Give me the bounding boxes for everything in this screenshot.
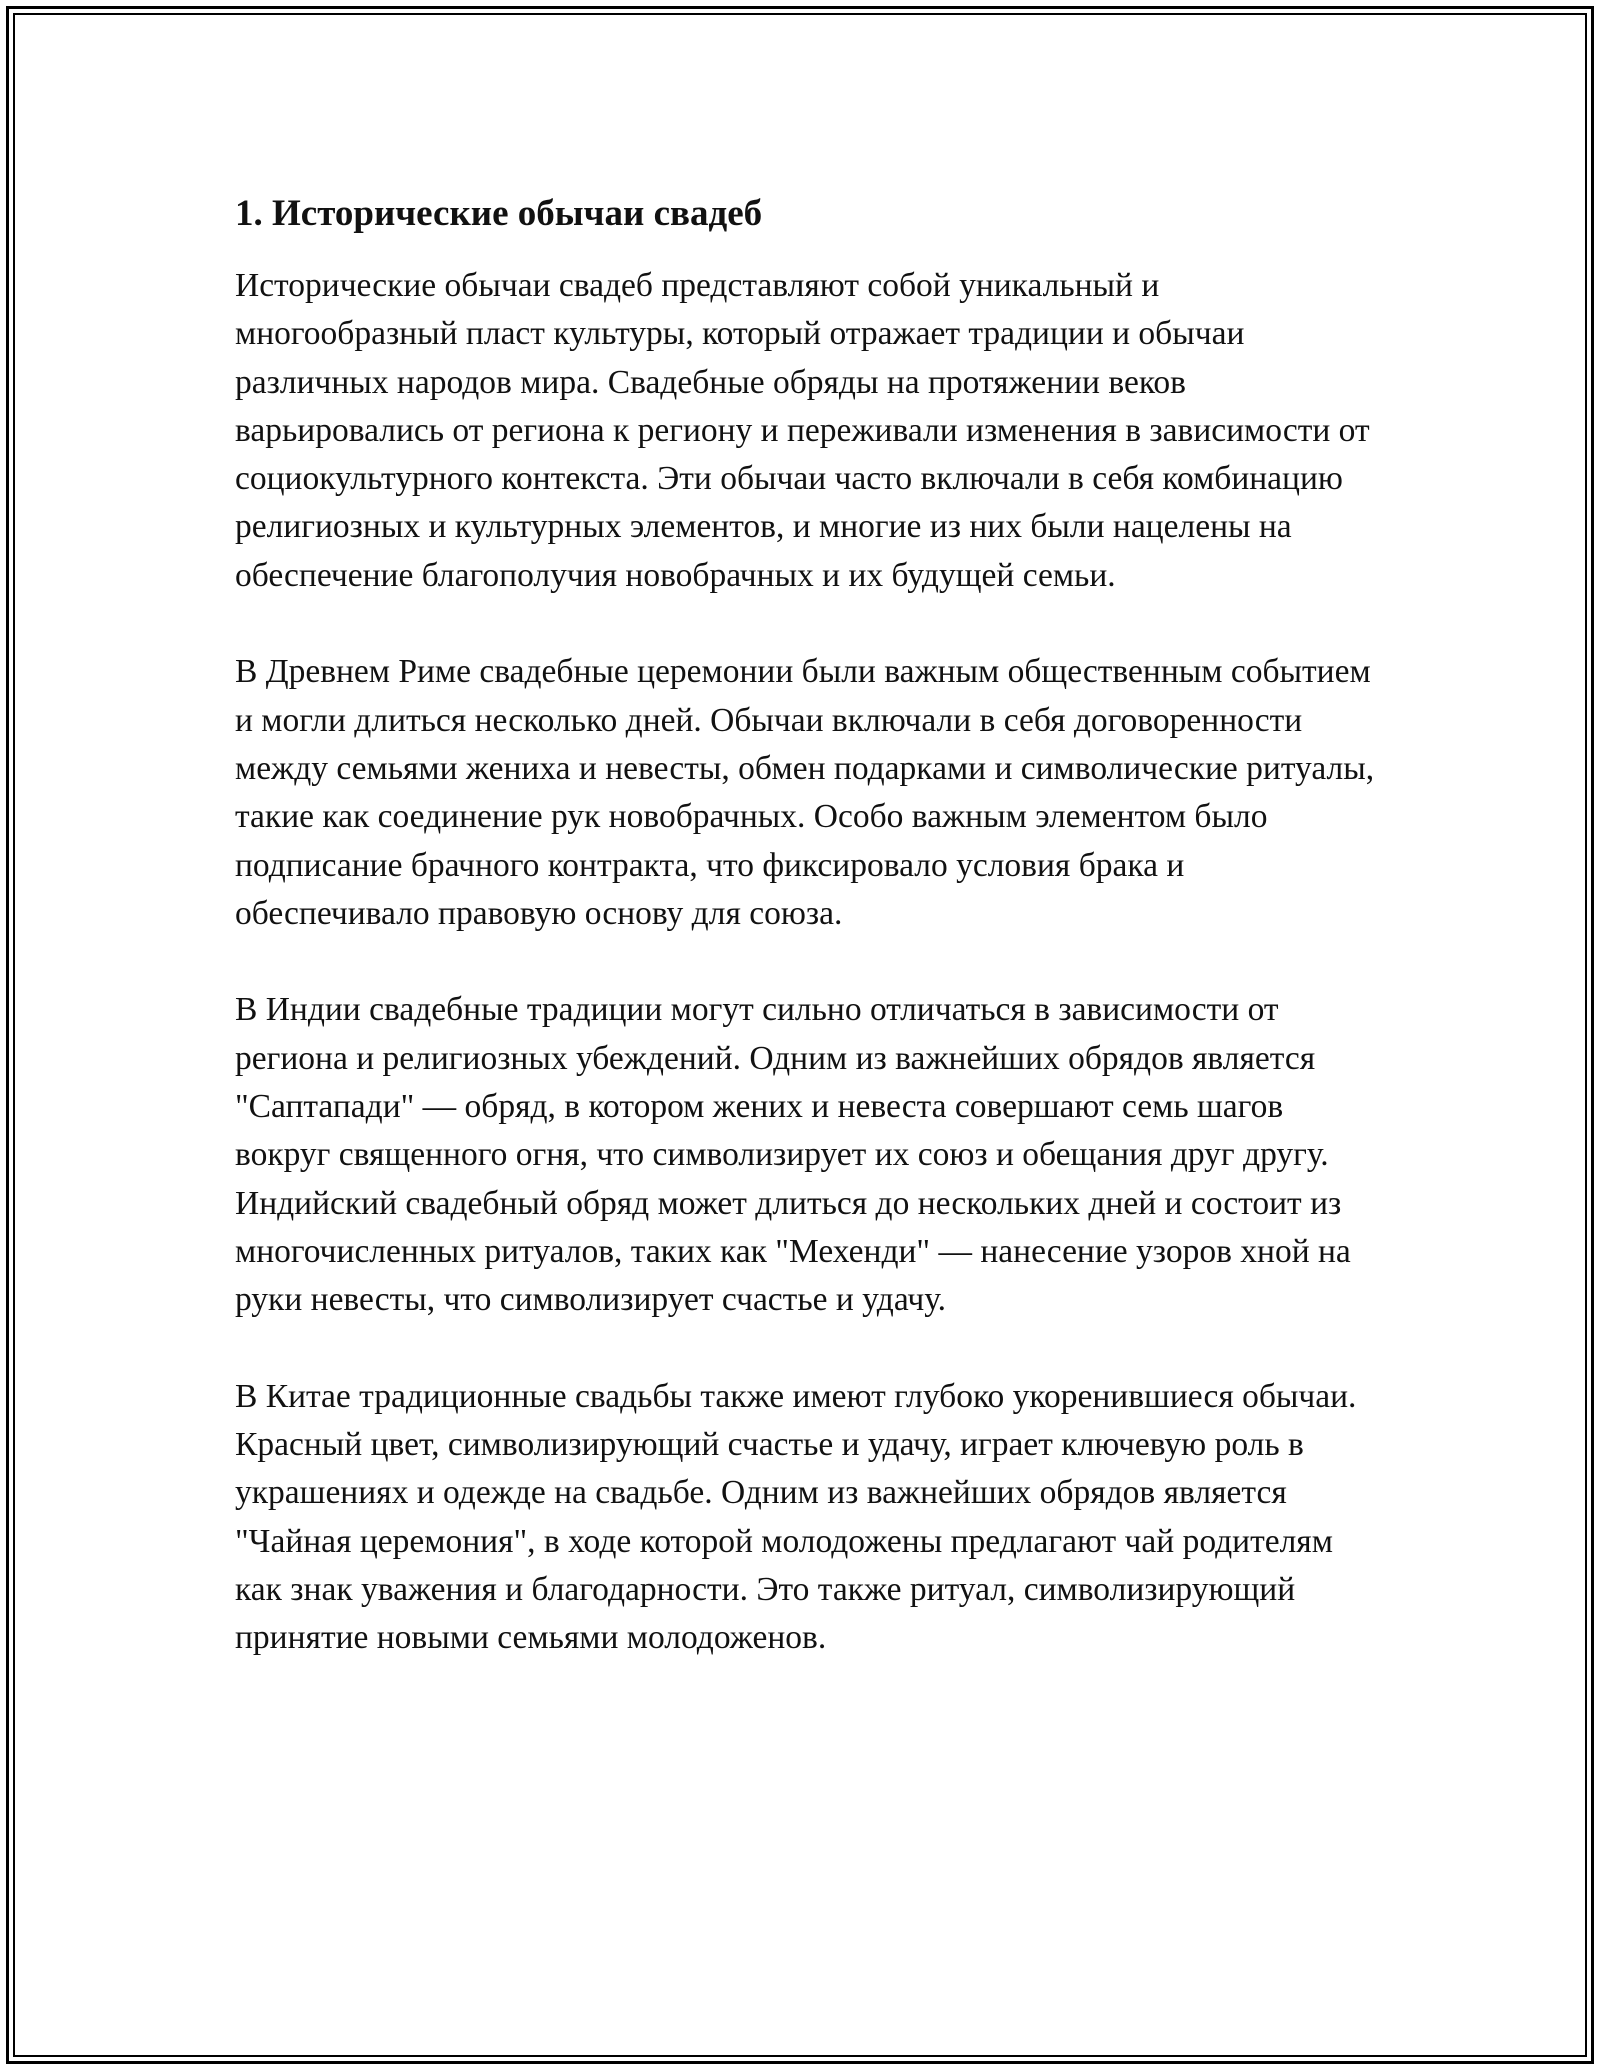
paragraph-ancient-rome: В Древнем Риме свадебные церемонии были важным общественным событием и могли длиться несколько дней. Обычаи включали в себя договоренности между семьями жениха и невесты, обмен подарками и символические ритуалы, такие как соединение рук новобрачных. Особо важным элементом было подписание брачного контракта, что фиксировало условия брака и обеспечивало правовую основу для союза. (235, 653, 1375, 932)
document-body (235, 188, 1380, 1711)
section-heading: 1. Исторические обычаи свадеб (235, 193, 763, 234)
paragraph-india: В Индии свадебные традиции могут сильно отличаться в зависимости от региона и религиозных убеждений. Одним из важнейших обрядов является "Саптапади" — обряд, в котором жених и невеста совершают семь шагов вокруг священного огня, что символизирует их союз и обещания друг другу. Индийский свадебный обряд может длиться до нескольких дней и состоит из многочисленных ритуалов, таких как "Мехенди" — нанесение узоров хной на руки невесты, что символизирует счастье и удачу. (235, 991, 1351, 1319)
paragraph-intro: Исторические обычаи свадеб представляют собой уникальный и многообразный пласт культуры, который отражает традиции и обычаи различных народов мира. Свадебные обряды на протяжении веков варьировались от региона к региону и переживали изменения в зависимости от социокультурного контекста. Эти обычаи часто включали в себя комбинацию религиозных и культурных элементов, и многие из них были нацелены на обеспечение благополучия новобрачных и их будущей семьи. (235, 267, 1370, 594)
paragraph-china: В Китае традиционные свадьбы также имеют глубоко укоренившиеся обычаи. Красный цвет, символизирующий счастье и удачу, играет ключевую роль в украшениях и одежде на свадьбе. Одним из важнейших обрядов является "Чайная церемония", в ходе которой молодожены предлагают чай родителям как знак уважения и благодарности. Это также ритуал, символизирующий принятие новыми семьями молодоженов. (235, 1377, 1357, 1657)
